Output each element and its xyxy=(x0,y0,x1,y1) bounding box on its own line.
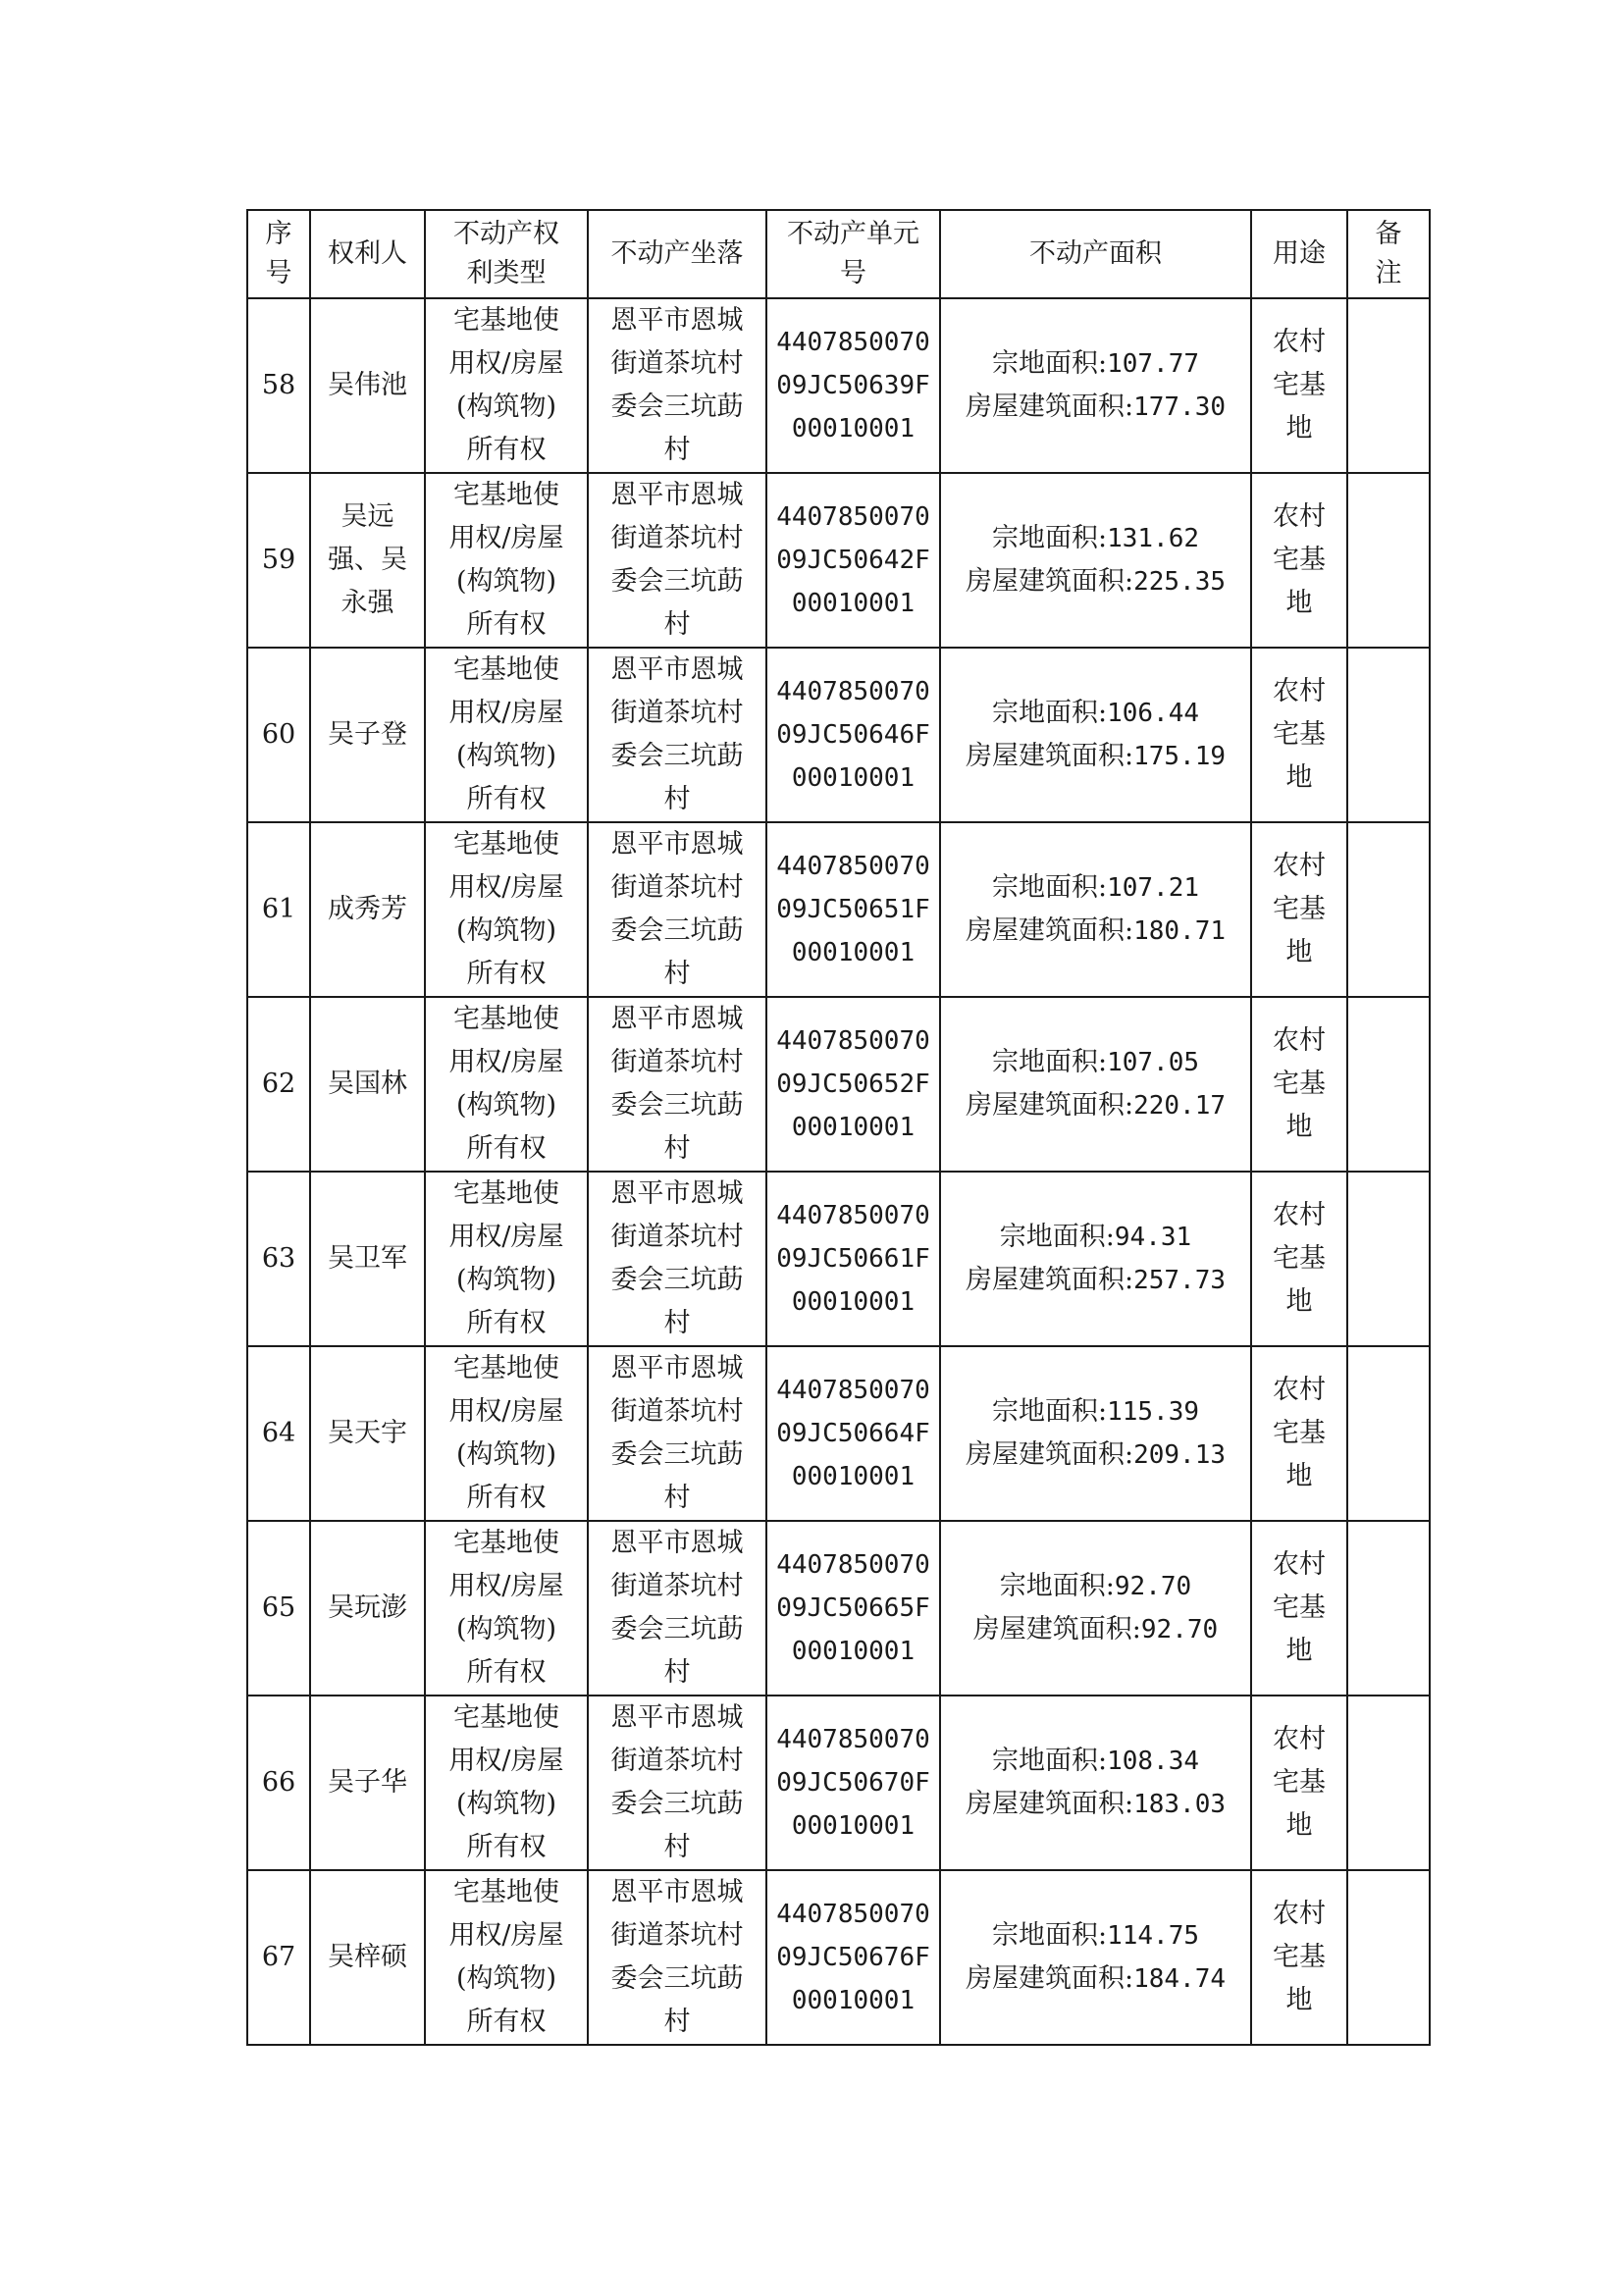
cell-remark xyxy=(1347,822,1430,997)
cell-usage xyxy=(1251,1696,1347,1870)
building-area-value: 92.70 xyxy=(1140,1615,1219,1644)
cell-right-type xyxy=(425,1696,588,1870)
cell-usage xyxy=(1251,648,1347,822)
land-area-line xyxy=(966,517,1226,560)
cell-unit-no-text: 4407850070 09JC50652F 00010001 xyxy=(776,1026,930,1142)
cell-owner xyxy=(310,1172,425,1346)
land-area-value: 92.70 xyxy=(1114,1572,1192,1601)
land-area-line xyxy=(966,1041,1226,1084)
area-block xyxy=(966,692,1226,778)
cell-unit-no xyxy=(766,473,940,648)
cell-owner-text: 吴国林 xyxy=(328,1069,407,1099)
building-area-line xyxy=(966,560,1226,603)
land-area-line xyxy=(966,1390,1226,1434)
cell-right-type-text: 宅基地使 用权/房屋 (构筑物) 所有权 xyxy=(448,480,564,640)
building-area-value: 184.74 xyxy=(1133,1964,1227,1994)
cell-location-text: 恩平市恩城 街道茶坑村 委会三坑莇 村 xyxy=(610,1353,744,1513)
land-area-line xyxy=(966,1740,1226,1783)
table-row xyxy=(247,473,1430,648)
building-area-value: 225.35 xyxy=(1133,567,1227,597)
cell-right-type-text: 宅基地使 用权/房屋 (构筑物) 所有权 xyxy=(448,1353,564,1513)
cell-right-type-text: 宅基地使 用权/房屋 (构筑物) 所有权 xyxy=(448,1528,564,1688)
cell-owner xyxy=(310,822,425,997)
table-row xyxy=(247,1696,1430,1870)
cell-right-type-text: 宅基地使 用权/房屋 (构筑物) 所有权 xyxy=(448,829,564,989)
cell-right-type-text: 宅基地使 用权/房屋 (构筑物) 所有权 xyxy=(448,654,564,814)
cell-owner xyxy=(310,1696,425,1870)
cell-unit-no-text: 4407850070 09JC50676F 00010001 xyxy=(776,1900,930,2015)
cell-remark xyxy=(1347,1521,1430,1696)
cell-owner-text: 吴子登 xyxy=(328,719,407,750)
cell-area xyxy=(940,1870,1251,2045)
header-usage: 用途 xyxy=(1251,210,1347,298)
cell-unit-no xyxy=(766,1696,940,1870)
land-area-label: 宗地面积: xyxy=(991,1746,1108,1776)
building-area-value: 177.30 xyxy=(1133,392,1227,422)
land-area-label: 宗地面积: xyxy=(991,1047,1108,1077)
land-area-line xyxy=(966,692,1226,735)
building-area-label: 房屋建筑面积: xyxy=(965,1963,1134,1994)
land-area-line xyxy=(966,342,1226,386)
area-block xyxy=(966,342,1226,429)
cell-owner-text: 吴梓硕 xyxy=(328,1942,407,1972)
building-area-line xyxy=(966,1434,1226,1477)
cell-usage-text: 农村 宅基 地 xyxy=(1273,1200,1326,1317)
cell-seq xyxy=(247,1521,310,1696)
cell-area xyxy=(940,997,1251,1172)
cell-area xyxy=(940,298,1251,473)
land-area-label: 宗地面积: xyxy=(991,523,1108,553)
cell-unit-no-text: 4407850070 09JC50665F 00010001 xyxy=(776,1550,930,1666)
cell-unit-no xyxy=(766,1346,940,1521)
cell-usage-text: 农村 宅基 地 xyxy=(1273,501,1326,618)
table-row xyxy=(247,298,1430,473)
header-owner: 权利人 xyxy=(310,210,425,298)
cell-owner xyxy=(310,997,425,1172)
building-area-line xyxy=(966,386,1226,429)
cell-location-text: 恩平市恩城 街道茶坑村 委会三坑莇 村 xyxy=(610,1004,744,1164)
land-area-value: 107.77 xyxy=(1107,349,1200,379)
cell-owner-text: 吴伟池 xyxy=(328,370,407,400)
cell-right-type xyxy=(425,298,588,473)
cell-unit-no-text: 4407850070 09JC50670F 00010001 xyxy=(776,1725,930,1841)
building-area-value: 209.13 xyxy=(1133,1440,1227,1470)
cell-seq xyxy=(247,1870,310,2045)
cell-owner-text: 吴天宇 xyxy=(328,1418,407,1448)
cell-remark xyxy=(1347,1696,1430,1870)
cell-usage-text: 农村 宅基 地 xyxy=(1273,676,1326,793)
cell-location-text: 恩平市恩城 街道茶坑村 委会三坑莇 村 xyxy=(610,1877,744,2037)
cell-right-type-text: 宅基地使 用权/房屋 (构筑物) 所有权 xyxy=(448,1004,564,1164)
building-area-line xyxy=(966,1259,1226,1302)
cell-location-text: 恩平市恩城 街道茶坑村 委会三坑莇 村 xyxy=(610,480,744,640)
header-location: 不动产坐落 xyxy=(588,210,766,298)
building-area-value: 257.73 xyxy=(1133,1266,1227,1295)
building-area-label: 房屋建筑面积: xyxy=(965,1439,1134,1470)
area-block xyxy=(966,866,1226,953)
header-area: 不动产面积 xyxy=(940,210,1251,298)
header-seq: 序 号 xyxy=(247,210,310,298)
table-row xyxy=(247,1346,1430,1521)
cell-usage-text: 农村 宅基 地 xyxy=(1273,1375,1326,1491)
cell-seq-text: 59 xyxy=(261,545,296,575)
cell-location-text: 恩平市恩城 街道茶坑村 委会三坑莇 村 xyxy=(610,1702,744,1862)
cell-remark xyxy=(1347,298,1430,473)
building-area-value: 220.17 xyxy=(1133,1091,1227,1121)
cell-area xyxy=(940,648,1251,822)
cell-usage xyxy=(1251,1346,1347,1521)
cell-location xyxy=(588,997,766,1172)
table-row xyxy=(247,997,1430,1172)
area-block xyxy=(966,1216,1226,1302)
land-area-value: 115.39 xyxy=(1107,1397,1200,1427)
land-area-value: 108.34 xyxy=(1107,1747,1200,1776)
cell-usage xyxy=(1251,997,1347,1172)
cell-right-type xyxy=(425,648,588,822)
cell-remark xyxy=(1347,1172,1430,1346)
table-row xyxy=(247,1521,1430,1696)
table-row xyxy=(247,648,1430,822)
cell-usage-text: 农村 宅基 地 xyxy=(1273,327,1326,444)
land-area-label: 宗地面积: xyxy=(999,1571,1115,1601)
cell-area xyxy=(940,1521,1251,1696)
building-area-value: 175.19 xyxy=(1133,742,1227,771)
cell-location xyxy=(588,473,766,648)
cell-seq-text: 62 xyxy=(261,1069,296,1099)
area-block xyxy=(973,1565,1218,1651)
land-area-value: 106.44 xyxy=(1107,699,1200,728)
area-block xyxy=(966,1914,1226,2001)
cell-usage xyxy=(1251,822,1347,997)
land-area-value: 131.62 xyxy=(1107,524,1200,553)
cell-right-type-text: 宅基地使 用权/房屋 (构筑物) 所有权 xyxy=(448,1702,564,1862)
property-registry-table xyxy=(246,209,1431,2046)
building-area-line xyxy=(966,1957,1226,2001)
header-right-type: 不动产权 利类型 xyxy=(425,210,588,298)
cell-location xyxy=(588,298,766,473)
land-area-label: 宗地面积: xyxy=(999,1222,1115,1252)
cell-location xyxy=(588,1346,766,1521)
cell-area xyxy=(940,1346,1251,1521)
building-area-label: 房屋建筑面积: xyxy=(972,1614,1141,1644)
cell-unit-no-text: 4407850070 09JC50651F 00010001 xyxy=(776,852,930,967)
cell-right-type xyxy=(425,997,588,1172)
land-area-value: 107.05 xyxy=(1107,1048,1200,1077)
cell-owner-text: 吴卫军 xyxy=(328,1243,407,1274)
building-area-value: 183.03 xyxy=(1133,1790,1227,1819)
cell-seq xyxy=(247,1172,310,1346)
building-area-label: 房屋建筑面积: xyxy=(965,915,1134,946)
cell-usage-text: 农村 宅基 地 xyxy=(1273,1724,1326,1841)
cell-usage xyxy=(1251,473,1347,648)
building-area-label: 房屋建筑面积: xyxy=(965,566,1134,597)
area-block xyxy=(966,1740,1226,1826)
cell-usage xyxy=(1251,298,1347,473)
cell-unit-no xyxy=(766,822,940,997)
cell-unit-no xyxy=(766,1172,940,1346)
cell-unit-no xyxy=(766,1521,940,1696)
building-area-value: 180.71 xyxy=(1133,916,1227,946)
cell-unit-no xyxy=(766,997,940,1172)
cell-remark xyxy=(1347,1870,1430,2045)
cell-owner xyxy=(310,1346,425,1521)
cell-owner xyxy=(310,473,425,648)
cell-unit-no xyxy=(766,648,940,822)
cell-unit-no-text: 4407850070 09JC50661F 00010001 xyxy=(776,1201,930,1317)
land-area-label: 宗地面积: xyxy=(991,698,1108,728)
cell-right-type xyxy=(425,1870,588,2045)
cell-usage-text: 农村 宅基 地 xyxy=(1273,1899,1326,2015)
cell-unit-no xyxy=(766,298,940,473)
area-block xyxy=(966,517,1226,603)
land-area-label: 宗地面积: xyxy=(991,872,1108,903)
cell-seq-text: 66 xyxy=(261,1767,296,1798)
building-area-line xyxy=(966,910,1226,953)
table-row xyxy=(247,1870,1430,2045)
cell-right-type xyxy=(425,1346,588,1521)
cell-right-type-text: 宅基地使 用权/房屋 (构筑物) 所有权 xyxy=(448,1877,564,2037)
cell-location xyxy=(588,1172,766,1346)
cell-remark xyxy=(1347,473,1430,648)
land-area-label: 宗地面积: xyxy=(991,1396,1108,1427)
area-block xyxy=(966,1041,1226,1127)
building-area-line xyxy=(966,1084,1226,1127)
building-area-line xyxy=(973,1608,1218,1651)
land-area-line xyxy=(966,1216,1226,1259)
header-remark: 备 注 xyxy=(1347,210,1430,298)
cell-remark xyxy=(1347,997,1430,1172)
building-area-label: 房屋建筑面积: xyxy=(965,1789,1134,1819)
cell-unit-no-text: 4407850070 09JC50642F 00010001 xyxy=(776,502,930,618)
cell-right-type xyxy=(425,473,588,648)
cell-unit-no xyxy=(766,1870,940,2045)
building-area-line xyxy=(966,1783,1226,1826)
cell-seq-text: 60 xyxy=(261,719,296,750)
cell-seq xyxy=(247,1346,310,1521)
cell-right-type-text: 宅基地使 用权/房屋 (构筑物) 所有权 xyxy=(448,305,564,465)
cell-seq xyxy=(247,997,310,1172)
cell-location xyxy=(588,1696,766,1870)
land-area-line xyxy=(973,1565,1218,1608)
cell-usage xyxy=(1251,1172,1347,1346)
cell-usage-text: 农村 宅基 地 xyxy=(1273,1549,1326,1666)
header-unit-no: 不动产单元 号 xyxy=(766,210,940,298)
cell-right-type-text: 宅基地使 用权/房屋 (构筑物) 所有权 xyxy=(448,1178,564,1338)
cell-owner-text: 成秀芳 xyxy=(328,894,407,924)
building-area-label: 房屋建筑面积: xyxy=(965,741,1134,771)
cell-seq-text: 61 xyxy=(261,894,296,924)
cell-seq xyxy=(247,298,310,473)
table-row xyxy=(247,1172,1430,1346)
cell-location xyxy=(588,1521,766,1696)
cell-usage-text: 农村 宅基 地 xyxy=(1273,1025,1326,1142)
cell-seq xyxy=(247,1696,310,1870)
table-header-row xyxy=(247,210,1430,298)
cell-location-text: 恩平市恩城 街道茶坑村 委会三坑莇 村 xyxy=(610,305,744,465)
cell-location xyxy=(588,648,766,822)
cell-area xyxy=(940,473,1251,648)
cell-seq xyxy=(247,648,310,822)
land-area-value: 107.21 xyxy=(1107,873,1200,903)
cell-right-type xyxy=(425,822,588,997)
area-block xyxy=(966,1390,1226,1477)
cell-location xyxy=(588,1870,766,2045)
building-area-line xyxy=(966,735,1226,778)
land-area-line xyxy=(966,1914,1226,1957)
cell-owner xyxy=(310,648,425,822)
cell-unit-no-text: 4407850070 09JC50646F 00010001 xyxy=(776,677,930,793)
cell-remark xyxy=(1347,648,1430,822)
land-area-value: 94.31 xyxy=(1114,1223,1192,1252)
table-body xyxy=(247,298,1430,2045)
cell-location-text: 恩平市恩城 街道茶坑村 委会三坑莇 村 xyxy=(610,654,744,814)
cell-location-text: 恩平市恩城 街道茶坑村 委会三坑莇 村 xyxy=(610,1528,744,1688)
cell-owner-text: 吴子华 xyxy=(328,1767,407,1798)
cell-location-text: 恩平市恩城 街道茶坑村 委会三坑莇 村 xyxy=(610,829,744,989)
cell-owner xyxy=(310,1521,425,1696)
cell-location xyxy=(588,822,766,997)
cell-owner-text: 吴玩澎 xyxy=(328,1592,407,1623)
building-area-label: 房屋建筑面积: xyxy=(965,1265,1134,1295)
cell-seq xyxy=(247,822,310,997)
cell-owner xyxy=(310,298,425,473)
cell-seq-text: 58 xyxy=(261,370,296,400)
cell-usage xyxy=(1251,1870,1347,2045)
cell-area xyxy=(940,1172,1251,1346)
cell-remark xyxy=(1347,1346,1430,1521)
table-row xyxy=(247,822,1430,997)
cell-unit-no-text: 4407850070 09JC50639F 00010001 xyxy=(776,328,930,444)
cell-location-text: 恩平市恩城 街道茶坑村 委会三坑莇 村 xyxy=(610,1178,744,1338)
cell-owner-text: 吴远 强、吴 永强 xyxy=(328,501,407,618)
cell-area xyxy=(940,1696,1251,1870)
land-area-label: 宗地面积: xyxy=(991,348,1108,379)
cell-right-type xyxy=(425,1521,588,1696)
cell-usage-text: 农村 宅基 地 xyxy=(1273,851,1326,967)
cell-area xyxy=(940,822,1251,997)
cell-unit-no-text: 4407850070 09JC50664F 00010001 xyxy=(776,1376,930,1491)
land-area-value: 114.75 xyxy=(1107,1921,1200,1951)
building-area-label: 房屋建筑面积: xyxy=(965,391,1134,422)
cell-seq-text: 64 xyxy=(261,1418,296,1448)
cell-seq xyxy=(247,473,310,648)
land-area-label: 宗地面积: xyxy=(991,1920,1108,1951)
cell-owner xyxy=(310,1870,425,2045)
cell-seq-text: 67 xyxy=(261,1942,296,1972)
building-area-label: 房屋建筑面积: xyxy=(965,1090,1134,1121)
cell-seq-text: 65 xyxy=(261,1592,296,1623)
cell-usage xyxy=(1251,1521,1347,1696)
land-area-line xyxy=(966,866,1226,910)
cell-right-type xyxy=(425,1172,588,1346)
cell-seq-text: 63 xyxy=(261,1243,296,1274)
